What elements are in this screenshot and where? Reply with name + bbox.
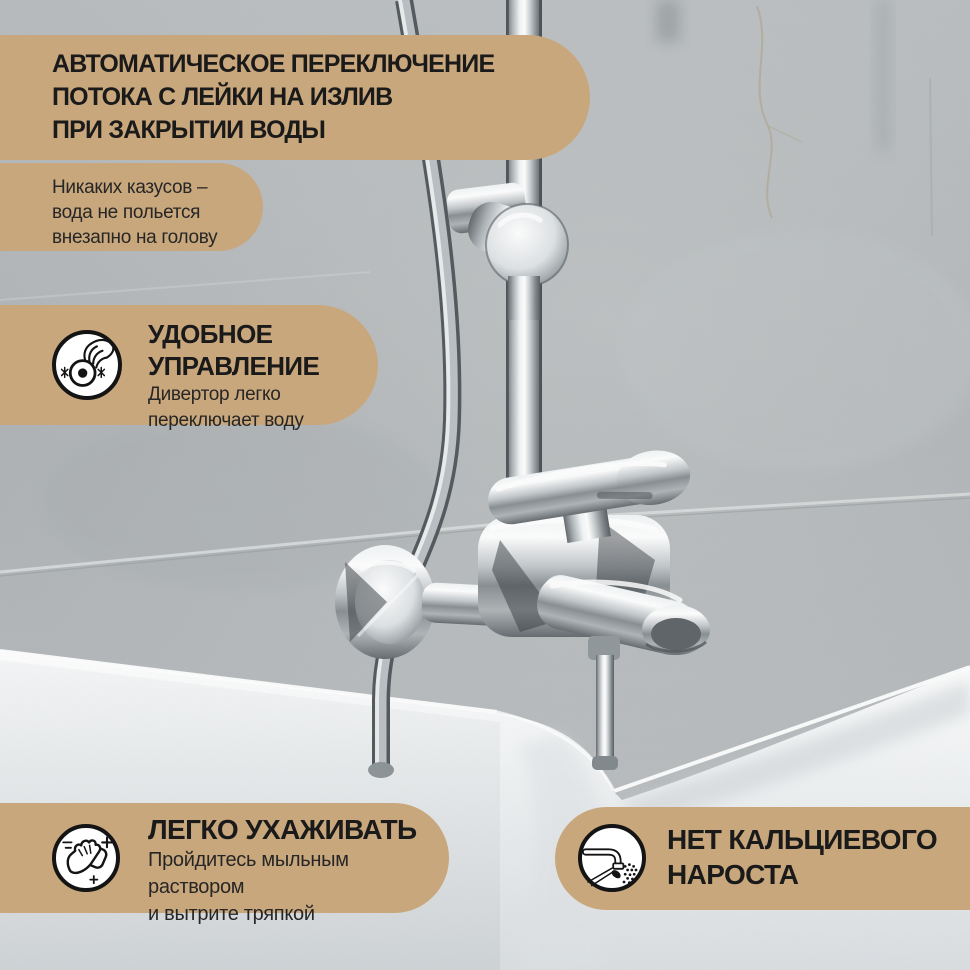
control-title-line: УДОБНОЕ [148, 319, 273, 349]
control-subtitle-line: переключает воду [148, 410, 304, 431]
no-scale-title-line: НАРОСТА [667, 859, 799, 890]
control-title-line: УПРАВЛЕНИЕ [148, 351, 320, 381]
wiping-hand-icon [52, 824, 120, 892]
control-feature-banner [0, 305, 378, 431]
headline-banner [0, 35, 590, 160]
headline-line: ПРИ ЗАКРЫТИИ ВОДЫ [52, 116, 326, 144]
care-feature-banner [0, 803, 449, 925]
note-line: Никаких казусов – [52, 177, 208, 198]
care-title: ЛЕГКО УХАЖИВАТЬ [148, 814, 417, 845]
note-line: вода не польется [52, 202, 201, 223]
care-subtitle-line: и вытрите тряпкой [148, 903, 315, 925]
note-line: внезапно на голову [52, 227, 218, 248]
spout-spray-icon [578, 824, 646, 892]
headline-line: АВТОМАТИЧЕСКОЕ ПЕРЕКЛЮЧЕНИЕ [52, 50, 495, 78]
note-banner [0, 163, 263, 251]
control-subtitle-line: Дивертор легко [148, 384, 281, 405]
no-scale-title-line: НЕТ КАЛЬЦИЕВОГО [667, 824, 938, 855]
care-subtitle-line: Пройдитесь мыльным раствором [148, 849, 349, 898]
headline-line: ПОТОКА С ЛЕЙКИ НА ИЗЛИВ [52, 83, 393, 111]
hand-turning-knob-icon [52, 330, 122, 400]
no-scale-feature-banner [555, 807, 970, 910]
